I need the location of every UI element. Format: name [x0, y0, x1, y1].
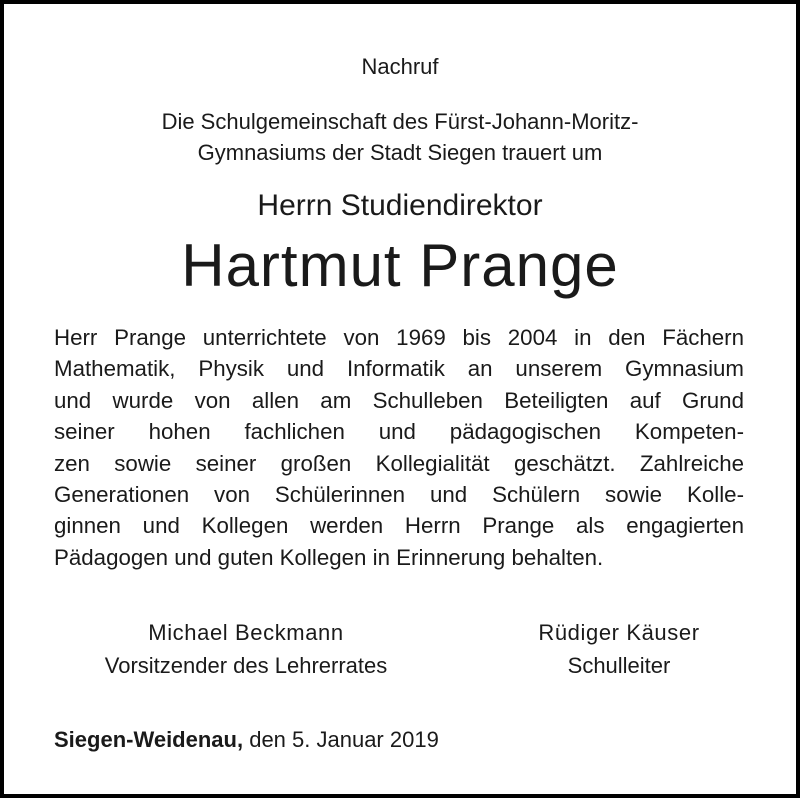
place-and-date [54, 724, 439, 756]
date: den 5. Januar 2019 [249, 727, 439, 752]
signatory-role: Vorsitzender des Lehrerrates [104, 653, 388, 678]
deceased-name: Hartmut Prange [181, 232, 619, 299]
body-line: seiner hohen fachlichen und pädagogischen Kompeten- [54, 419, 744, 445]
body-line: Herr Prange unterrichtete von 1969 bis 2004 in den Fächern [54, 325, 744, 350]
signatory-name: Michael Beckmann [148, 620, 344, 645]
notice-heading: Nachruf [361, 54, 439, 79]
place: Siegen-Weidenau, [54, 727, 244, 752]
body-line: Pädagogen und guten Kollegen in Erinnerung behalten. [54, 544, 604, 570]
signatory-name: Rüdiger Käuser [538, 620, 700, 645]
body-line: und wurde von allen am Schulleben Beteiligten auf Grund [54, 387, 744, 413]
body-line: ginnen und Kollegen werden Herrn Prange als engagierten [54, 513, 744, 539]
signature-block-left [66, 616, 426, 682]
intro-text [4, 106, 796, 168]
intro-line: Gymnasiums der Stadt Siegen trauert um [197, 140, 603, 165]
obituary-body [54, 322, 744, 573]
honorific-title: Herrn Studiendirektor [257, 189, 543, 222]
signature-block-right [474, 616, 764, 682]
body-line: zen sowie seiner großen Kollegialität geschätzt. Zahlreiche [54, 450, 744, 476]
body-line: Generationen von Schülerinnen und Schülern sowie Kolle- [54, 481, 744, 507]
signatory-role: Schulleiter [567, 653, 671, 678]
intro-line: Die Schulgemeinschaft des Fürst-Johann-Moritz- [161, 109, 639, 134]
body-line: Mathematik, Physik und Informatik an unserem Gymnasium [54, 356, 744, 382]
